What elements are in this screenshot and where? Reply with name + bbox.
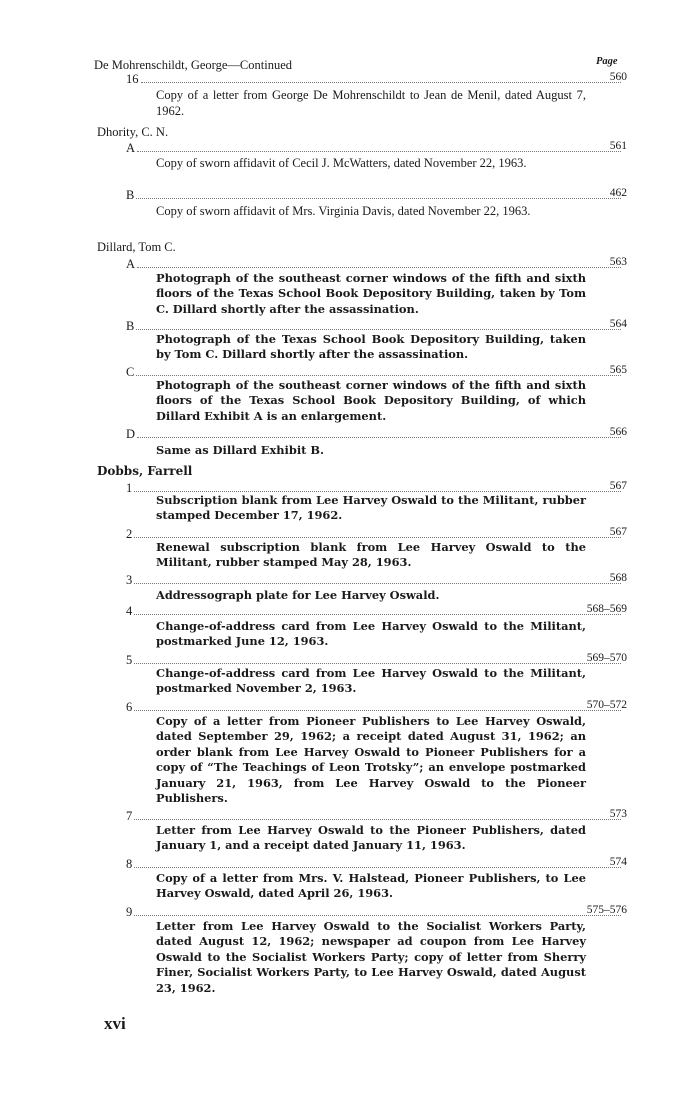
exhibit-description: Same as Dillard Exhibit B. (156, 443, 324, 457)
section-heading: Dillard, Tom C. (97, 240, 176, 254)
dot-leader (136, 329, 621, 330)
page-reference: 560 (609, 71, 627, 83)
dot-leader (134, 819, 621, 820)
dot-leader (134, 583, 621, 584)
section-heading: Dhority, C. N. (97, 125, 169, 139)
page-column-label: Page (596, 56, 618, 67)
dot-leader (134, 663, 621, 664)
page-reference: 566 (609, 426, 627, 438)
exhibit-number: A (126, 141, 136, 155)
exhibit-description: Letter from Lee Harvey Oswald to the Socialist Workers Party, dated August 12, 1962; newspaper ad coupon from Lee Harvey Oswald to the Socialist Workers Party; copy of letter from Sherry Finer, Socialist Workers Party, to Lee Harvey Oswald, dated August 23, 1962. (156, 919, 586, 995)
exhibit-number: 7 (126, 809, 133, 823)
exhibit-description: Subscription blank from Lee Harvey Oswald to the Militant, rubber stamped December 17, 1962. (156, 493, 586, 523)
page-reference: 565 (609, 364, 627, 376)
page-reference: 567 (609, 480, 627, 492)
exhibit-description: Addressograph plate for Lee Harvey Oswald. (156, 588, 440, 602)
page-reference: 573 (609, 808, 627, 820)
dot-leader (134, 915, 621, 916)
page-reference: 568 (609, 572, 627, 584)
exhibit-number: 5 (126, 653, 133, 667)
dot-leader (134, 614, 621, 615)
dot-leader (134, 710, 621, 711)
dot-leader (137, 267, 621, 268)
dot-leader (137, 151, 621, 152)
page-reference: 564 (609, 318, 627, 330)
page-reference: 569–570 (586, 652, 627, 664)
exhibit-description: Copy of sworn affidavit of Cecil J. McWatters, dated November 22, 1963. (156, 156, 527, 170)
continued-heading: De Mohrenschildt, George—Continued (94, 58, 292, 72)
exhibit-number: 6 (126, 700, 133, 714)
dot-leader (136, 198, 621, 199)
page-reference: 561 (609, 140, 627, 152)
page-number: xvi (104, 1014, 126, 1033)
exhibit-description: Photograph of the southeast corner windows of the fifth and sixth floors of the Texas School Book Depository Building, of which Dillard Exhibit A is an enlargement. (156, 378, 586, 423)
page-reference: 570–572 (586, 699, 627, 711)
page-reference: 462 (609, 187, 627, 199)
exhibit-description: Copy of a letter from George De Mohrenschildt to Jean de Menil, dated August 7, 1962. (156, 88, 586, 118)
exhibit-number: 8 (126, 857, 133, 871)
dot-leader (136, 375, 621, 376)
exhibit-number: B (126, 188, 135, 202)
exhibit-number: 4 (126, 604, 133, 618)
exhibit-description: Copy of a letter from Mrs. V. Halstead, Pioneer Publishers, to Lee Harvey Oswald, dated April 26, 1963. (156, 871, 586, 901)
exhibit-description: Change-of-address card from Lee Harvey Oswald to the Militant, postmarked June 12, 1963. (156, 619, 586, 649)
page-reference: 563 (609, 256, 627, 268)
page-reference: 574 (609, 856, 627, 868)
exhibit-description: Change-of-address card from Lee Harvey Oswald to the Militant, postmarked November 2, 1963. (156, 666, 586, 696)
exhibit-number: 3 (126, 573, 133, 587)
section-heading: Dobbs, Farrell (97, 464, 193, 478)
page-reference: 567 (609, 526, 627, 538)
page-reference: 568–569 (586, 603, 627, 615)
exhibit-description: Letter from Lee Harvey Oswald to the Pioneer Publishers, dated January 1, and a receipt dated January 11, 1963. (156, 823, 586, 853)
exhibit-number: C (126, 365, 135, 379)
dot-leader (141, 82, 622, 83)
exhibit-number: D (126, 427, 136, 441)
exhibit-description: Copy of sworn affidavit of Mrs. Virginia Davis, dated November 22, 1963. (156, 204, 531, 218)
exhibit-number: 16 (126, 72, 139, 86)
exhibit-number: A (126, 257, 136, 271)
dot-leader (137, 437, 621, 438)
page-reference: 575–576 (586, 904, 627, 916)
exhibit-description: Copy of a letter from Pioneer Publishers to Lee Harvey Oswald, dated September 29, 1962; a receipt dated August 31, 1962; an order blank from Lee Harvey Oswald to Pioneer Publishers for a copy of “The Teachings of Leon Trotsky”; an envelope postmarked January 21, 1963, from Lee Harvey Oswald to the Pioneer Publishers. (156, 714, 586, 806)
exhibit-description: Photograph of the southeast corner windows of the fifth and sixth floors of the Texas School Book Depository Building, taken by Tom C. Dillard shortly after the assassination. (156, 271, 586, 316)
exhibit-number: 2 (126, 527, 133, 541)
exhibit-number: B (126, 319, 135, 333)
dot-leader (134, 537, 621, 538)
exhibit-number: 9 (126, 905, 133, 919)
exhibit-description: Renewal subscription blank from Lee Harvey Oswald to the Militant, rubber stamped May 28, 1963. (156, 540, 586, 570)
exhibit-number: 1 (126, 481, 133, 495)
dot-leader (134, 867, 621, 868)
exhibit-description: Photograph of the Texas School Book Depository Building, taken by Tom C. Dillard shortly after the assassination. (156, 332, 586, 362)
dot-leader (134, 491, 621, 492)
